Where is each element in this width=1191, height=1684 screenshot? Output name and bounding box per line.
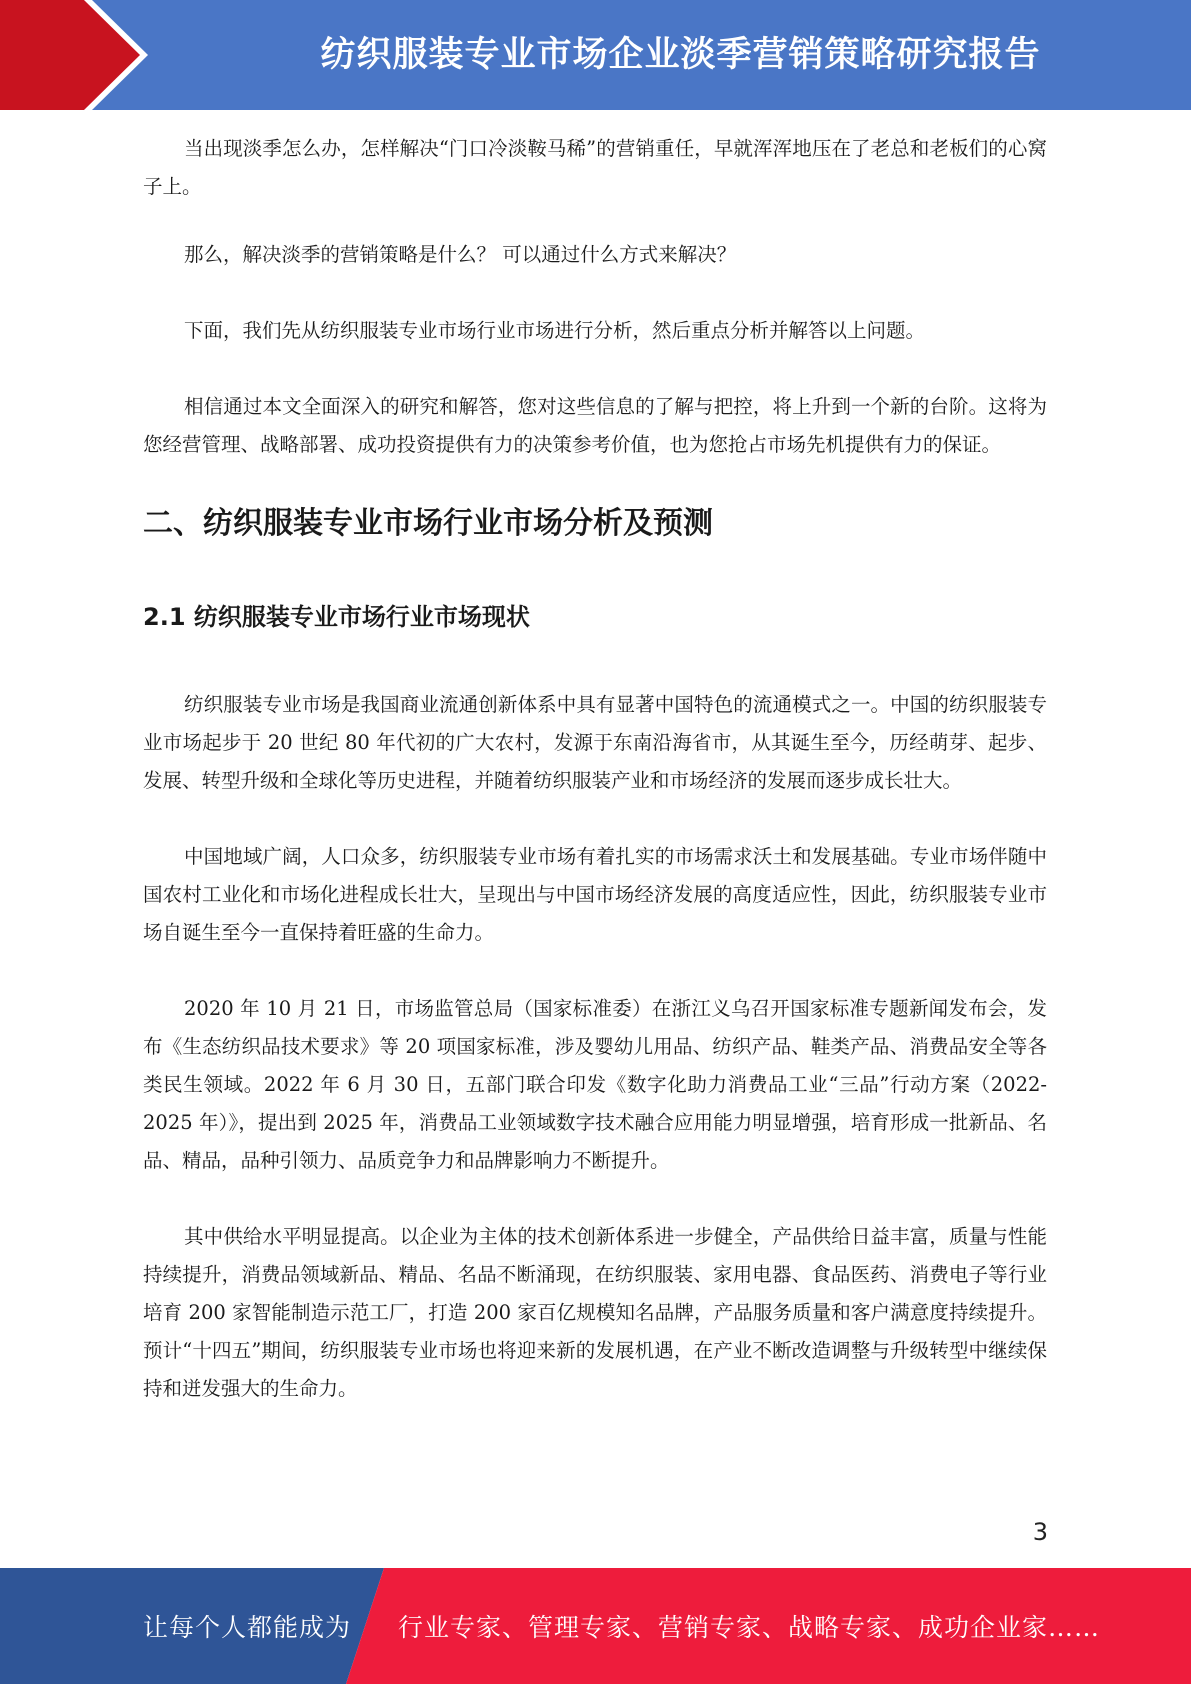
section-heading: 二、纺织服装专业市场行业市场分析及预测 bbox=[143, 506, 713, 541]
arrow-decoration-icon bbox=[0, 0, 160, 110]
footer-slogan-left: 让每个人都能成为 bbox=[143, 1613, 352, 1642]
paragraph: 2020 年 10 月 21 日，市场监管总局（国家标准委）在浙江义乌召开国家标准专题新闻发布会，发布《生态纺织品技术要求》等 20 项国家标准，涉及婴幼儿用品、纺织产品、鞋类产品、消费品安全等各类民生领域。2022 年 6 月 30 日，五部门联合印发《数字化助力消费品工业“三品”行动方案（2022-2025 年）》，提出到 2025 年，消费品工业领域数字技术融合应用能力明显增强，培育形成一批新品、名品、精品，品种引领力、品质竞争力和品牌影响力不断提升。 bbox=[143, 997, 1047, 1172]
paragraph: 纺织服装专业市场是我国商业流通创新体系中具有显著中国特色的流通模式之一。中国的纺织服装专业市场起步于 20 世纪 80 年代初的广大农村，发源于东南沿海省市，从其诞生至今，历经萌芽、起步、发展、转型升级和全球化等历史进程，并随着纺织服装产业和市场经济的发展而逐步成长壮大。 bbox=[143, 693, 1047, 792]
paragraph: 相信通过本文全面深入的研究和解答，您对这些信息的了解与把控，将上升到一个新的台阶。这将为您经营管理、战略部署、成功投资提供有力的决策参考价值，也为您抢占市场先机提供有力的保证。 bbox=[143, 395, 1047, 456]
subsection-heading: 2.1 纺织服装专业市场行业市场现状 bbox=[143, 603, 530, 631]
report-title: 纺织服装专业市场企业淡季营销策略研究报告 bbox=[320, 35, 1041, 75]
paragraph: 下面，我们先从纺织服装专业市场行业市场进行分析，然后重点分析并解答以上问题。 bbox=[184, 319, 926, 342]
page-number: 3 bbox=[1032, 1518, 1048, 1546]
footer-slogan-right: 行业专家、管理专家、营销专家、战略专家、成功企业家…… bbox=[398, 1613, 1101, 1642]
paragraph: 中国地域广阔，人口众多，纺织服装专业市场有着扎实的市场需求沃土和发展基础。专业市场伴随中国农村工业化和市场化进程成长壮大，呈现出与中国市场经济发展的高度适应性，因此，纺织服装专业市场自诞生至今一直保持着旺盛的生命力。 bbox=[143, 845, 1047, 944]
document-body bbox=[143, 130, 1047, 1408]
footer-banner bbox=[0, 1568, 1191, 1684]
paragraph: 其中供给水平明显提高。以企业为主体的技术创新体系进一步健全，产品供给日益丰富，质量与性能持续提升，消费品领域新品、精品、名品不断涌现，在纺织服装、家用电器、食品医药、消费电子等行业培育 200 家智能制造示范工厂，打造 200 家百亿规模知名品牌，产品服务质量和客户满意度持续提升。预计“十四五”期间，纺织服装专业市场也将迎来新的发展机遇，在产业不断改造调整与升级转型中继续保持和迸发强大的生命力。 bbox=[143, 1225, 1047, 1400]
paragraph: 那么，解决淡季的营销策略是什么？ 可以通过什么方式来解决？ bbox=[184, 243, 737, 266]
header-banner bbox=[0, 0, 1191, 110]
paragraph: 当出现淡季怎么办，怎样解决“门口冷淡鞍马稀”的营销重任，早就浑浑地压在了老总和老板们的心窝子上。 bbox=[143, 137, 1047, 198]
